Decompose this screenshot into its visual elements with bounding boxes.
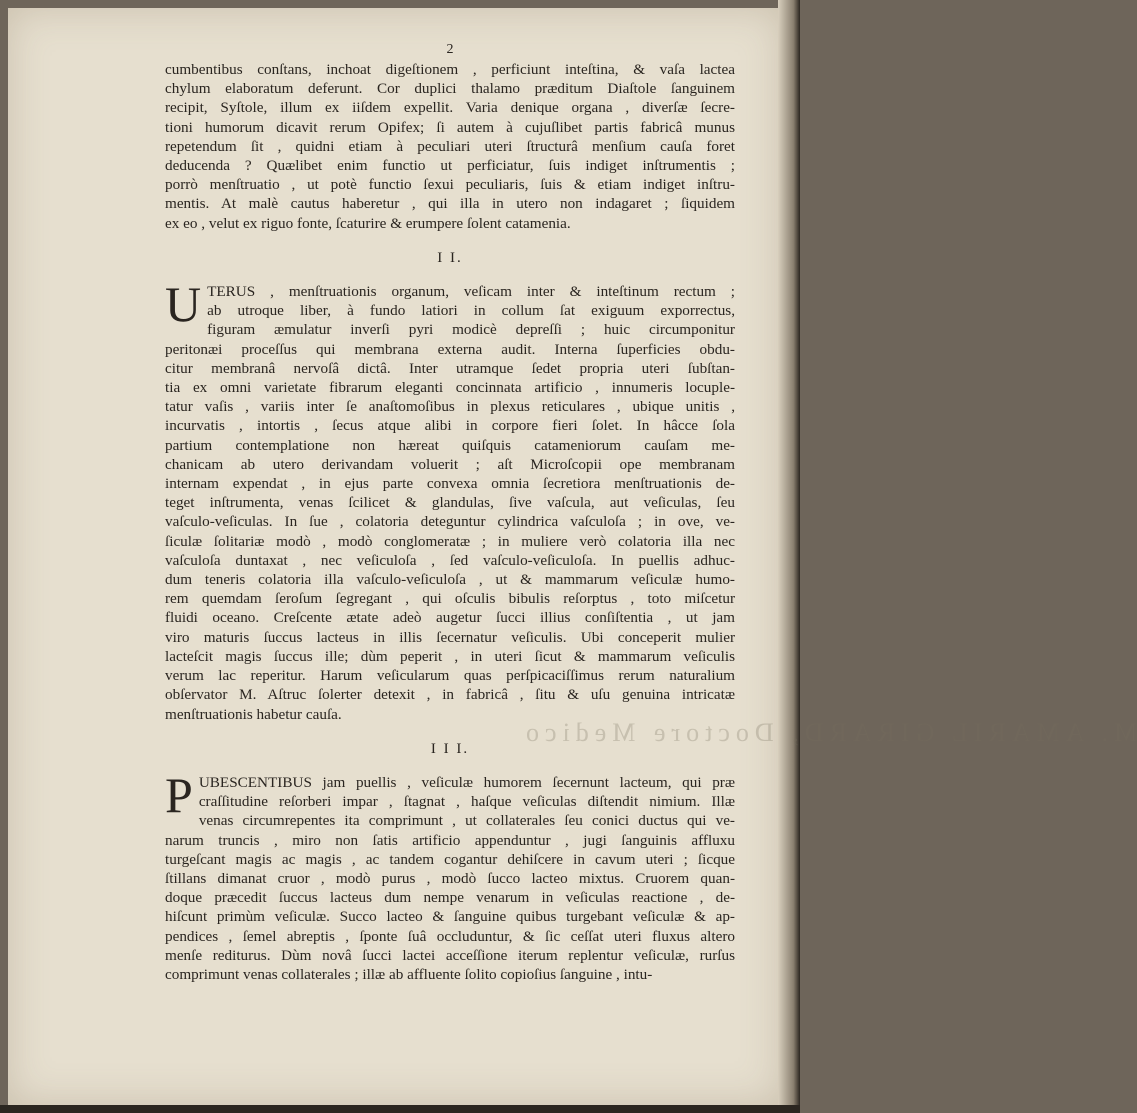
text-line: ex eo , velut ex riguo fonte, ſcaturire & erumpere ſolent catamenia. [165, 214, 571, 232]
text-line: turgeſcant magis ac magis , ac tandem cogantur dehiſcere in cavum uteri ; ſicque [165, 850, 735, 868]
text-line: figuram æmulatur inverſi pyri modicè depreſſi ; huic circumponitur [207, 321, 735, 339]
text-line: comprimunt venas collaterales ; illæ ab affluente ſolito copioſius ſanguine , intu- [165, 965, 653, 983]
text-line: menſtruationis habetur cauſa. [165, 705, 342, 723]
text-line: pendices , ſemel abreptis , ſponte ſuâ occluduntur, & ſic ceſſat uteri fluxus altero [165, 927, 735, 945]
drop-cap-p: P [165, 766, 193, 823]
text-line: rem quemdam ſeroſum ſegregant , qui oſculis bibulis reſorptus , toto miſcetur [165, 590, 735, 608]
text-line: hiſcunt primùm veſiculæ. Succo lacteo & ſanguine quibus turgebant veſiculæ & ap- [165, 908, 735, 926]
text-line: venas circumrepentes ita comprimunt , ut collaterales ſeu conici ductus qui ve- [198, 812, 735, 830]
text-line: chanicam ab utero derivandam voluerit ; aſt Microſcopii ope membranam [165, 455, 735, 473]
text-line: fluidi oceano. Creſcente ætate adeò augetur ſucci illius conſiſtentia , ut jam [165, 609, 735, 627]
text-line: partium contemplatione non hæreat quiſquis catameniorum cauſam me- [165, 436, 735, 454]
text-line: tioni humorum dicavit rerum Opifex; ſi autem à cujuſlibet partis fabricâ munus [165, 118, 735, 136]
text-line: dum teneris colatoria illa vaſculo-veſiculoſa , ut & mammarum veſiculæ humo- [165, 571, 735, 589]
text-line: recipit, Syſtole, illum ex iiſdem expellit. Varia denique organa , diverſæ ſecre- [165, 99, 735, 117]
text-line: vaſculo-veſiculas. In ſue , colatoria deteguntur cylindrica vaſculoſa ; in ove, ve- [165, 513, 735, 531]
text-line: mentis. At malè cautus haberetur , qui illa in utero non indagaret ; ſiquidem [165, 195, 735, 213]
text-line: ab utroque liber, à fundo latiori in collum ſat exiguum exporrectus, [207, 302, 735, 320]
text-line: verum lac reperitur. Harum veſicularum quas perſpicaciſſimus rerum naturalium [165, 667, 735, 685]
text-line: internam expendat , in ejus parte convexa omnia ſecretiora menſtruationis de- [165, 475, 735, 493]
intro-paragraph [165, 60, 735, 233]
text-line: repetendum ſit , quidni etiam à peculiari uteri ſtructurâ menſium cauſa foret [165, 137, 735, 155]
folio-number: 2 [446, 42, 454, 57]
page-bottom-edge [0, 1105, 800, 1113]
show-through-text: M. AMARIL GIRARD, Doctore Medico [520, 718, 1137, 747]
section-number-3: I I I. [430, 740, 470, 757]
text-line: TERUS , menſtruationis organum, veſicam inter & inteſtinum rectum ; [207, 283, 735, 301]
drop-cap-u: U [165, 276, 202, 333]
text-line: porrò menſtruatio , ut potè functio ſexui peculiaris, ſuis & etiam indiget inſtru- [165, 176, 735, 194]
text-line: citur membranâ nervoſâ dictâ. Inter utramque ſedet propria uteri ſubſtan- [165, 359, 735, 377]
text-line: tia ex omni varietate fibrarum eleganti concinnata artificio , innumeris locuple- [165, 379, 735, 397]
text-line: lacteſcit magis ſuccus ille; dùm peperit , in uteri ſicut & mammarum veſiculis [165, 647, 735, 665]
text-line: peritonæi proceſſus qui membrana externa audit. Interna ſuperficies obdu- [165, 340, 735, 358]
page-edge [778, 0, 800, 1113]
text-line: menſe rediturus. Dùm novâ ſucci lactei acceſſione iterum replentur veſiculæ, rurſus [165, 946, 735, 964]
text-line: tatur vaſis , variis inter ſe anaſtomoſibus in plexus reticulares , ubique unitis , [165, 398, 735, 416]
section-3-paragraph [165, 766, 735, 984]
text-line: deducenda ? Quælibet enim functio ut perficiatur, ſuis indiget inſtrumentis ; [165, 157, 735, 175]
text-line: ſiculæ ſolitariæ modò , modò conglomeratæ ; in muliere verò colatoria illa nec [165, 532, 735, 550]
text-line: craſſitudine reſorberi impar , ſtagnat , haſque veſiculas diſtendit nimium. Illæ [198, 793, 735, 811]
text-line: teget inſtrumenta, venas ſcilicet & glandulas, ſive vaſcula, aut veſiculas, ſeu [165, 494, 735, 512]
text-line: incurvatis , intortis , ſecus atque alibi in corpore fieri ſolet. In hâcce ſola [165, 417, 735, 435]
text-line: vaſculoſa duntaxat , nec veſiculoſa , ſed vaſculo-veſiculoſa. In puellis adhuc- [165, 551, 735, 569]
section-number-2: I I. [437, 249, 463, 266]
text-line: obſervator M. Aſtruc ſolerter detexit , in fabricâ , ſitu & uſu genuina intricatæ [165, 686, 735, 704]
page-content [165, 42, 735, 984]
text-line: doque præcedit ſuccus lacteus dum nempe venarum in veſiculas reactione , de- [165, 889, 735, 907]
text-line: ſtillans dimanat cruor , modò purus , modò ſucco lacteo mixtus. Cruorem quan- [165, 869, 735, 887]
text-line: UBESCENTIBUS jam puellis , veſiculæ humorem ſecernunt lacteum, qui præ [198, 773, 735, 791]
text-line: narum truncis , miro non ſatis artificio appenduntur , jugi ſanguinis affluxu [165, 831, 735, 849]
text-line: viro maturis ſuccus lacteus in illis ſecernatur veſiculis. Ubi conceperit mulier [165, 628, 735, 646]
text-line: chylum elaboratum deferunt. Cor duplici thalamo præditum Diaſtole ſanguinem [165, 80, 735, 98]
section-2-paragraph [165, 276, 735, 724]
text-line: cumbentibus conſtans, inchoat digeſtionem , perficiunt inteſtina, & vaſa lactea [165, 61, 735, 78]
